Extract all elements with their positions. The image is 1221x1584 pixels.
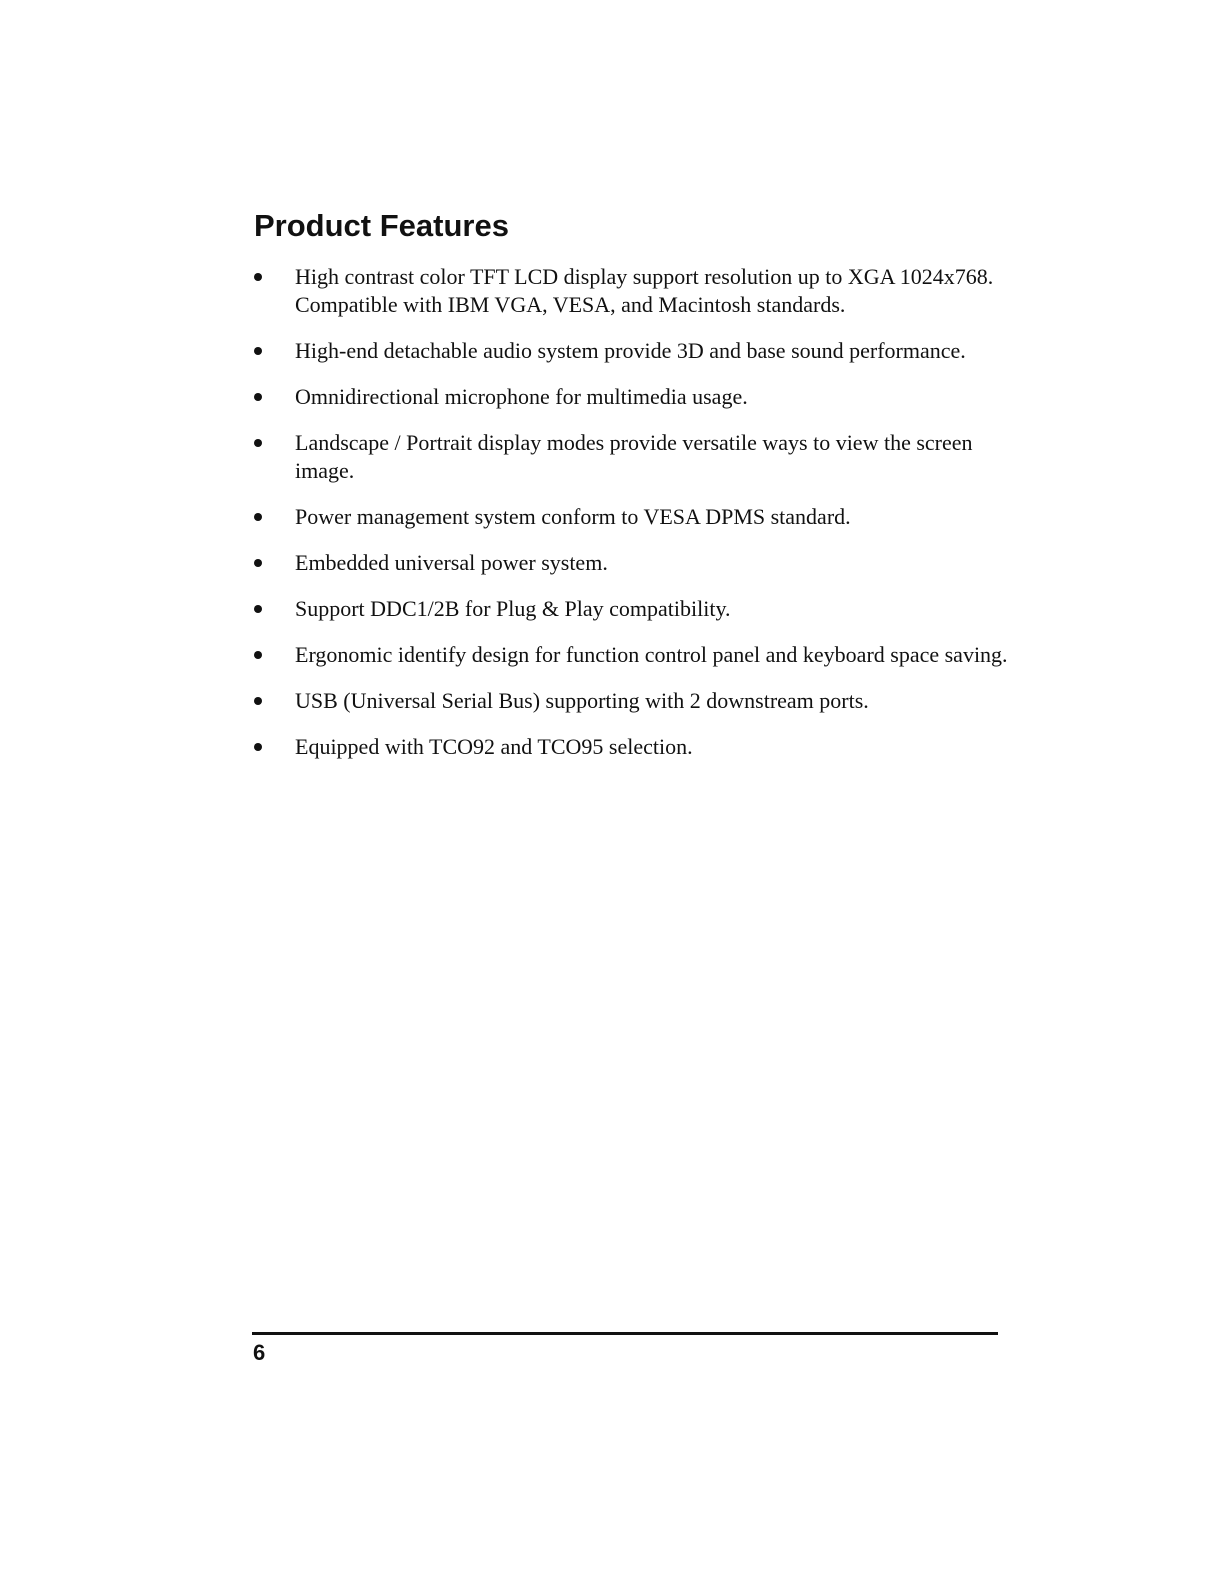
feature-text: Equipped with TCO92 and TCO95 selection. <box>295 734 693 759</box>
list-item <box>254 549 1014 577</box>
list-item <box>254 263 1014 319</box>
bullet-icon <box>254 347 262 355</box>
bullet-icon <box>254 273 262 281</box>
feature-text: Power management system conform to VESA DPMS standard. <box>295 504 851 529</box>
bullet-icon <box>254 605 262 613</box>
list-item <box>254 429 1014 485</box>
feature-text: Omnidirectional microphone for multimedia usage. <box>295 384 748 409</box>
bullet-icon <box>254 559 262 567</box>
feature-text: Embedded universal power system. <box>295 550 608 575</box>
bullet-icon <box>254 393 262 401</box>
page-number: 6 <box>253 1340 266 1365</box>
bullet-icon <box>254 697 262 705</box>
list-item <box>254 383 1014 411</box>
feature-list <box>254 263 1014 779</box>
bullet-icon <box>254 439 262 447</box>
list-item <box>254 503 1014 531</box>
page-title: Product Features <box>254 208 509 243</box>
list-item <box>254 641 1014 669</box>
feature-text: High-end detachable audio system provide 3D and base sound performance. <box>295 338 966 363</box>
feature-text: Landscape / Portrait display modes provide versatile ways to view the screen image. <box>295 430 973 483</box>
footer-divider <box>252 1332 998 1335</box>
feature-text: USB (Universal Serial Bus) supporting with 2 downstream ports. <box>295 688 869 713</box>
feature-text: Support DDC1/2B for Plug & Play compatibility. <box>295 596 731 621</box>
bullet-icon <box>254 513 262 521</box>
bullet-icon <box>254 743 262 751</box>
list-item <box>254 337 1014 365</box>
list-item <box>254 687 1014 715</box>
feature-text: Ergonomic identify design for function control panel and keyboard space saving. <box>295 642 1008 667</box>
feature-text: High contrast color TFT LCD display support resolution up to XGA 1024x768. Compatible with IBM VGA, VESA, and Macintosh standards. <box>295 264 994 317</box>
list-item <box>254 595 1014 623</box>
bullet-icon <box>254 651 262 659</box>
list-item <box>254 733 1014 761</box>
